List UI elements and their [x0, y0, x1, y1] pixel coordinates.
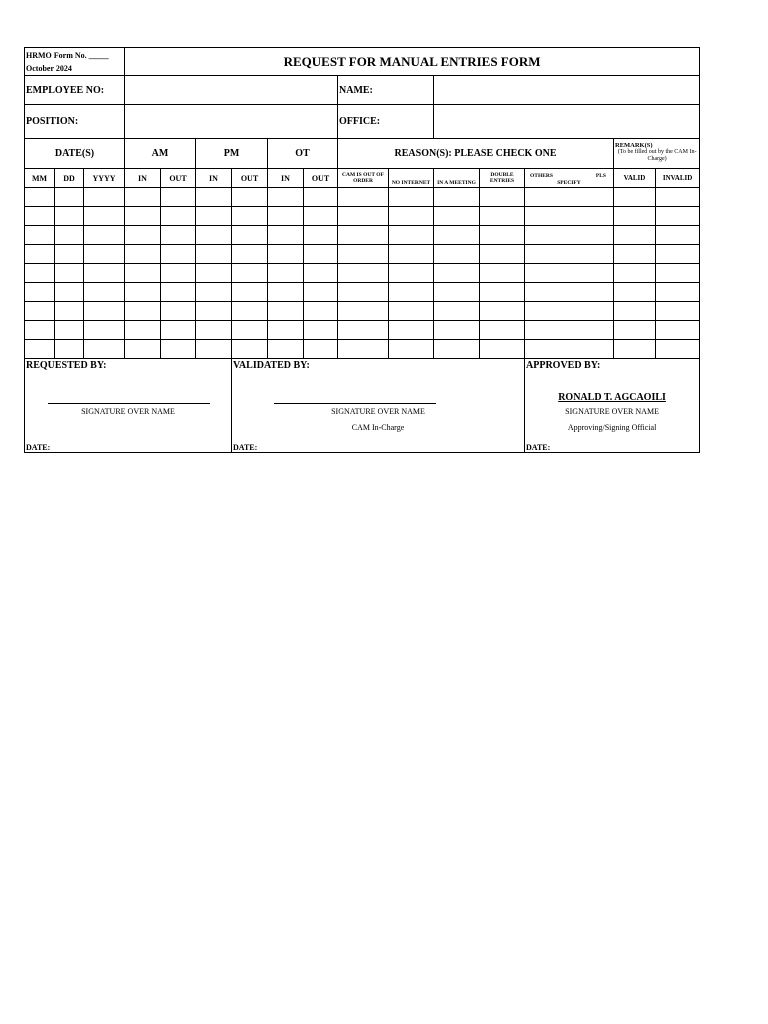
pm-out-cell[interactable]: [232, 283, 268, 302]
ot-in-cell[interactable]: [268, 302, 304, 321]
dd-cell[interactable]: [55, 264, 84, 283]
invalid-cell[interactable]: [656, 321, 700, 340]
ot-out-cell[interactable]: [304, 207, 338, 226]
am-in-cell[interactable]: [125, 226, 161, 245]
double-entries-cell[interactable]: [480, 245, 525, 264]
valid-cell[interactable]: [614, 283, 656, 302]
ot-in-header: IN: [268, 169, 304, 188]
ot-out-cell[interactable]: [304, 188, 338, 207]
requested-by-signature-line[interactable]: [48, 403, 210, 404]
validated-by-role: CAM In-Charge: [351, 423, 405, 432]
mm-cell[interactable]: [25, 321, 55, 340]
am-out-cell[interactable]: [161, 302, 196, 321]
ot-out-cell[interactable]: [304, 264, 338, 283]
am-in-cell[interactable]: [125, 264, 161, 283]
entry-row: [25, 283, 700, 302]
others-cell[interactable]: [525, 226, 614, 245]
ot-out-cell[interactable]: [304, 302, 338, 321]
validated-by-caption: SIGNATURE OVER NAME: [331, 407, 425, 416]
am-in-header: IN: [125, 169, 161, 188]
invalid-header: INVALID: [656, 169, 700, 188]
others-cell[interactable]: [525, 245, 614, 264]
no-internet-cell[interactable]: [389, 321, 434, 340]
approved-by-heading: APPROVED BY:: [526, 360, 601, 371]
double-entries-cell[interactable]: [480, 226, 525, 245]
requested-by-date-label: DATE:: [26, 443, 51, 452]
others-label: OTHERS: [530, 172, 553, 179]
pm-in-cell[interactable]: [196, 264, 232, 283]
ot-out-header: OUT: [304, 169, 338, 188]
cam-out-of-order-cell[interactable]: [338, 245, 389, 264]
double-entries-cell[interactable]: [480, 207, 525, 226]
pm-in-cell[interactable]: [196, 226, 232, 245]
valid-cell[interactable]: [614, 188, 656, 207]
valid-cell[interactable]: [614, 302, 656, 321]
am-in-cell[interactable]: [125, 283, 161, 302]
am-in-cell[interactable]: [125, 340, 161, 359]
in-a-meeting-cell[interactable]: [434, 283, 480, 302]
dd-cell[interactable]: [55, 302, 84, 321]
valid-cell[interactable]: [614, 245, 656, 264]
cam-out-of-order-cell[interactable]: [338, 264, 389, 283]
in-a-meeting-cell[interactable]: [434, 207, 480, 226]
pm-in-cell[interactable]: [196, 340, 232, 359]
am-out-header: OUT: [161, 169, 196, 188]
ot-in-cell[interactable]: [268, 283, 304, 302]
approver-name: RONALD T. AGCAOILI: [558, 392, 666, 403]
ot-out-cell[interactable]: [304, 245, 338, 264]
approved-by-caption: SIGNATURE OVER NAME: [565, 407, 659, 416]
ot-in-cell[interactable]: [268, 188, 304, 207]
office-label: OFFICE:: [338, 105, 434, 139]
ot-in-cell[interactable]: [268, 226, 304, 245]
yyyy-cell[interactable]: [84, 340, 125, 359]
validated-by-block: [232, 359, 525, 453]
dd-cell[interactable]: [55, 226, 84, 245]
form-date: October 2024: [26, 64, 72, 73]
mm-cell[interactable]: [25, 188, 55, 207]
mm-cell[interactable]: [25, 302, 55, 321]
cam-out-of-order-cell[interactable]: [338, 340, 389, 359]
invalid-cell[interactable]: [656, 264, 700, 283]
mm-cell[interactable]: [25, 245, 55, 264]
in-a-meeting-cell[interactable]: [434, 302, 480, 321]
in-a-meeting-cell[interactable]: [434, 188, 480, 207]
form-title: REQUEST FOR MANUAL ENTRIES FORM: [125, 48, 700, 76]
am-in-cell[interactable]: [125, 321, 161, 340]
others-cell[interactable]: [525, 340, 614, 359]
ot-out-cell[interactable]: [304, 321, 338, 340]
invalid-cell[interactable]: [656, 226, 700, 245]
in-a-meeting-cell[interactable]: [434, 245, 480, 264]
approved-by-date-label: DATE:: [526, 443, 551, 452]
mm-cell[interactable]: [25, 207, 55, 226]
in-a-meeting-cell[interactable]: [434, 226, 480, 245]
pm-out-cell[interactable]: [232, 302, 268, 321]
am-in-cell[interactable]: [125, 302, 161, 321]
invalid-cell[interactable]: [656, 245, 700, 264]
am-in-cell[interactable]: [125, 188, 161, 207]
ot-in-cell[interactable]: [268, 264, 304, 283]
pm-in-cell[interactable]: [196, 283, 232, 302]
ot-in-cell[interactable]: [268, 340, 304, 359]
invalid-cell[interactable]: [656, 283, 700, 302]
entry-row: [25, 188, 700, 207]
ot-in-cell[interactable]: [268, 245, 304, 264]
pm-in-cell[interactable]: [196, 188, 232, 207]
mm-header: MM: [25, 169, 55, 188]
dates-header: DATE(S): [25, 139, 125, 169]
approved-by-role: Approving/Signing Official: [567, 423, 657, 432]
in-a-meeting-cell[interactable]: [434, 264, 480, 283]
valid-cell[interactable]: [614, 340, 656, 359]
am-out-cell[interactable]: [161, 226, 196, 245]
yyyy-cell[interactable]: [84, 207, 125, 226]
others-header: [525, 169, 614, 188]
am-in-cell[interactable]: [125, 207, 161, 226]
remarks-header: [614, 139, 700, 169]
double-entries-cell[interactable]: [480, 302, 525, 321]
specify-label: SPECIFY: [557, 179, 581, 186]
dd-cell[interactable]: [55, 188, 84, 207]
others-cell[interactable]: [525, 188, 614, 207]
invalid-cell[interactable]: [656, 302, 700, 321]
cam-out-of-order-cell[interactable]: [338, 226, 389, 245]
dd-cell[interactable]: [55, 245, 84, 264]
pm-out-cell[interactable]: [232, 226, 268, 245]
form-meta: [25, 48, 125, 76]
others-cell[interactable]: [525, 283, 614, 302]
double-entries-cell[interactable]: [480, 188, 525, 207]
am-out-cell[interactable]: [161, 207, 196, 226]
validated-by-date-label: DATE:: [233, 443, 258, 452]
pm-out-cell[interactable]: [232, 264, 268, 283]
office-field[interactable]: [434, 105, 700, 139]
cam-out-of-order-cell[interactable]: [338, 302, 389, 321]
name-field[interactable]: [434, 76, 700, 105]
invalid-cell[interactable]: [656, 188, 700, 207]
in-a-meeting-cell[interactable]: [434, 340, 480, 359]
cam-out-of-order-cell[interactable]: [338, 283, 389, 302]
dd-cell[interactable]: [55, 321, 84, 340]
yyyy-cell[interactable]: [84, 321, 125, 340]
no-internet-cell[interactable]: [389, 264, 434, 283]
double-entries-header: DOUBLE ENTRIES: [480, 169, 525, 188]
pm-out-cell[interactable]: [232, 321, 268, 340]
am-out-cell[interactable]: [161, 283, 196, 302]
entry-rows: [25, 188, 700, 359]
no-internet-cell[interactable]: [389, 283, 434, 302]
yyyy-cell[interactable]: [84, 302, 125, 321]
yyyy-cell[interactable]: [84, 245, 125, 264]
ot-out-cell[interactable]: [304, 340, 338, 359]
reasons-header: REASON(S): PLEASE CHECK ONE: [338, 139, 614, 169]
dd-cell[interactable]: [55, 340, 84, 359]
requested-by-caption: SIGNATURE OVER NAME: [81, 407, 175, 416]
am-out-cell[interactable]: [161, 188, 196, 207]
pm-in-cell[interactable]: [196, 207, 232, 226]
in-a-meeting-cell[interactable]: [434, 321, 480, 340]
yyyy-cell[interactable]: [84, 226, 125, 245]
am-in-cell[interactable]: [125, 245, 161, 264]
pm-out-cell[interactable]: [232, 245, 268, 264]
am-out-cell[interactable]: [161, 245, 196, 264]
dd-cell[interactable]: [55, 207, 84, 226]
ot-in-cell[interactable]: [268, 321, 304, 340]
entry-row: [25, 207, 700, 226]
remarks-title: REMARK(S): [615, 142, 653, 149]
entry-row: [25, 226, 700, 245]
employee-no-label: EMPLOYEE NO:: [25, 76, 125, 105]
am-out-cell[interactable]: [161, 264, 196, 283]
entry-row: [25, 340, 700, 359]
double-entries-cell[interactable]: [480, 340, 525, 359]
pm-in-cell[interactable]: [196, 302, 232, 321]
mm-cell[interactable]: [25, 283, 55, 302]
pls-label: PLS: [595, 172, 606, 179]
in-a-meeting-header: IN A MEETING: [434, 169, 480, 188]
yyyy-cell[interactable]: [84, 188, 125, 207]
position-label: POSITION:: [25, 105, 125, 139]
no-internet-cell[interactable]: [389, 188, 434, 207]
yyyy-header: YYYY: [84, 169, 125, 188]
double-entries-cell[interactable]: [480, 264, 525, 283]
cam-out-of-order-cell[interactable]: [338, 207, 389, 226]
pm-out-cell[interactable]: [232, 188, 268, 207]
others-cell[interactable]: [525, 321, 614, 340]
no-internet-cell[interactable]: [389, 207, 434, 226]
pm-out-header: OUT: [232, 169, 268, 188]
valid-cell[interactable]: [614, 321, 656, 340]
yyyy-cell[interactable]: [84, 264, 125, 283]
cam-out-of-order-cell[interactable]: [338, 321, 389, 340]
cam-out-of-order-header: CAM IS OUT OF ORDER: [338, 169, 389, 188]
approved-by-block: [525, 359, 700, 453]
valid-cell[interactable]: [614, 226, 656, 245]
position-field[interactable]: [125, 105, 338, 139]
others-cell[interactable]: [525, 302, 614, 321]
dd-cell[interactable]: [55, 283, 84, 302]
entry-row: [25, 264, 700, 283]
form-number: HRMO Form No. _____: [26, 51, 109, 60]
validated-by-signature-line[interactable]: [274, 403, 436, 404]
valid-cell[interactable]: [614, 207, 656, 226]
ot-out-cell[interactable]: [304, 283, 338, 302]
mm-cell[interactable]: [25, 226, 55, 245]
pm-out-cell[interactable]: [232, 340, 268, 359]
name-label: NAME:: [338, 76, 434, 105]
invalid-cell[interactable]: [656, 207, 700, 226]
double-entries-cell[interactable]: [480, 321, 525, 340]
am-header: AM: [125, 139, 196, 169]
validated-by-heading: VALIDATED BY:: [233, 360, 310, 371]
mm-cell[interactable]: [25, 340, 55, 359]
invalid-cell[interactable]: [656, 340, 700, 359]
mm-cell[interactable]: [25, 264, 55, 283]
pm-out-cell[interactable]: [232, 207, 268, 226]
no-internet-cell[interactable]: [389, 340, 434, 359]
no-internet-cell[interactable]: [389, 226, 434, 245]
no-internet-cell[interactable]: [389, 245, 434, 264]
manual-entries-form: [24, 47, 700, 453]
pm-header: PM: [196, 139, 268, 169]
entry-row: [25, 302, 700, 321]
ot-in-cell[interactable]: [268, 207, 304, 226]
others-cell[interactable]: [525, 264, 614, 283]
remarks-note: (To be filled out by the CAM In-Charge): [617, 149, 697, 162]
ot-header: OT: [268, 139, 338, 169]
double-entries-cell[interactable]: [480, 283, 525, 302]
dd-header: DD: [55, 169, 84, 188]
entry-row: [25, 321, 700, 340]
requested-by-heading: REQUESTED BY:: [26, 360, 107, 371]
valid-header: VALID: [614, 169, 656, 188]
employee-no-field[interactable]: [125, 76, 338, 105]
am-out-cell[interactable]: [161, 340, 196, 359]
entry-row: [25, 245, 700, 264]
requested-by-block: [25, 359, 232, 453]
pm-in-cell[interactable]: [196, 245, 232, 264]
no-internet-cell[interactable]: [389, 302, 434, 321]
others-cell[interactable]: [525, 207, 614, 226]
ot-out-cell[interactable]: [304, 226, 338, 245]
am-out-cell[interactable]: [161, 321, 196, 340]
pm-in-header: IN: [196, 169, 232, 188]
pm-in-cell[interactable]: [196, 321, 232, 340]
yyyy-cell[interactable]: [84, 283, 125, 302]
no-internet-header: NO INTERNET: [389, 169, 434, 188]
cam-out-of-order-cell[interactable]: [338, 188, 389, 207]
valid-cell[interactable]: [614, 264, 656, 283]
